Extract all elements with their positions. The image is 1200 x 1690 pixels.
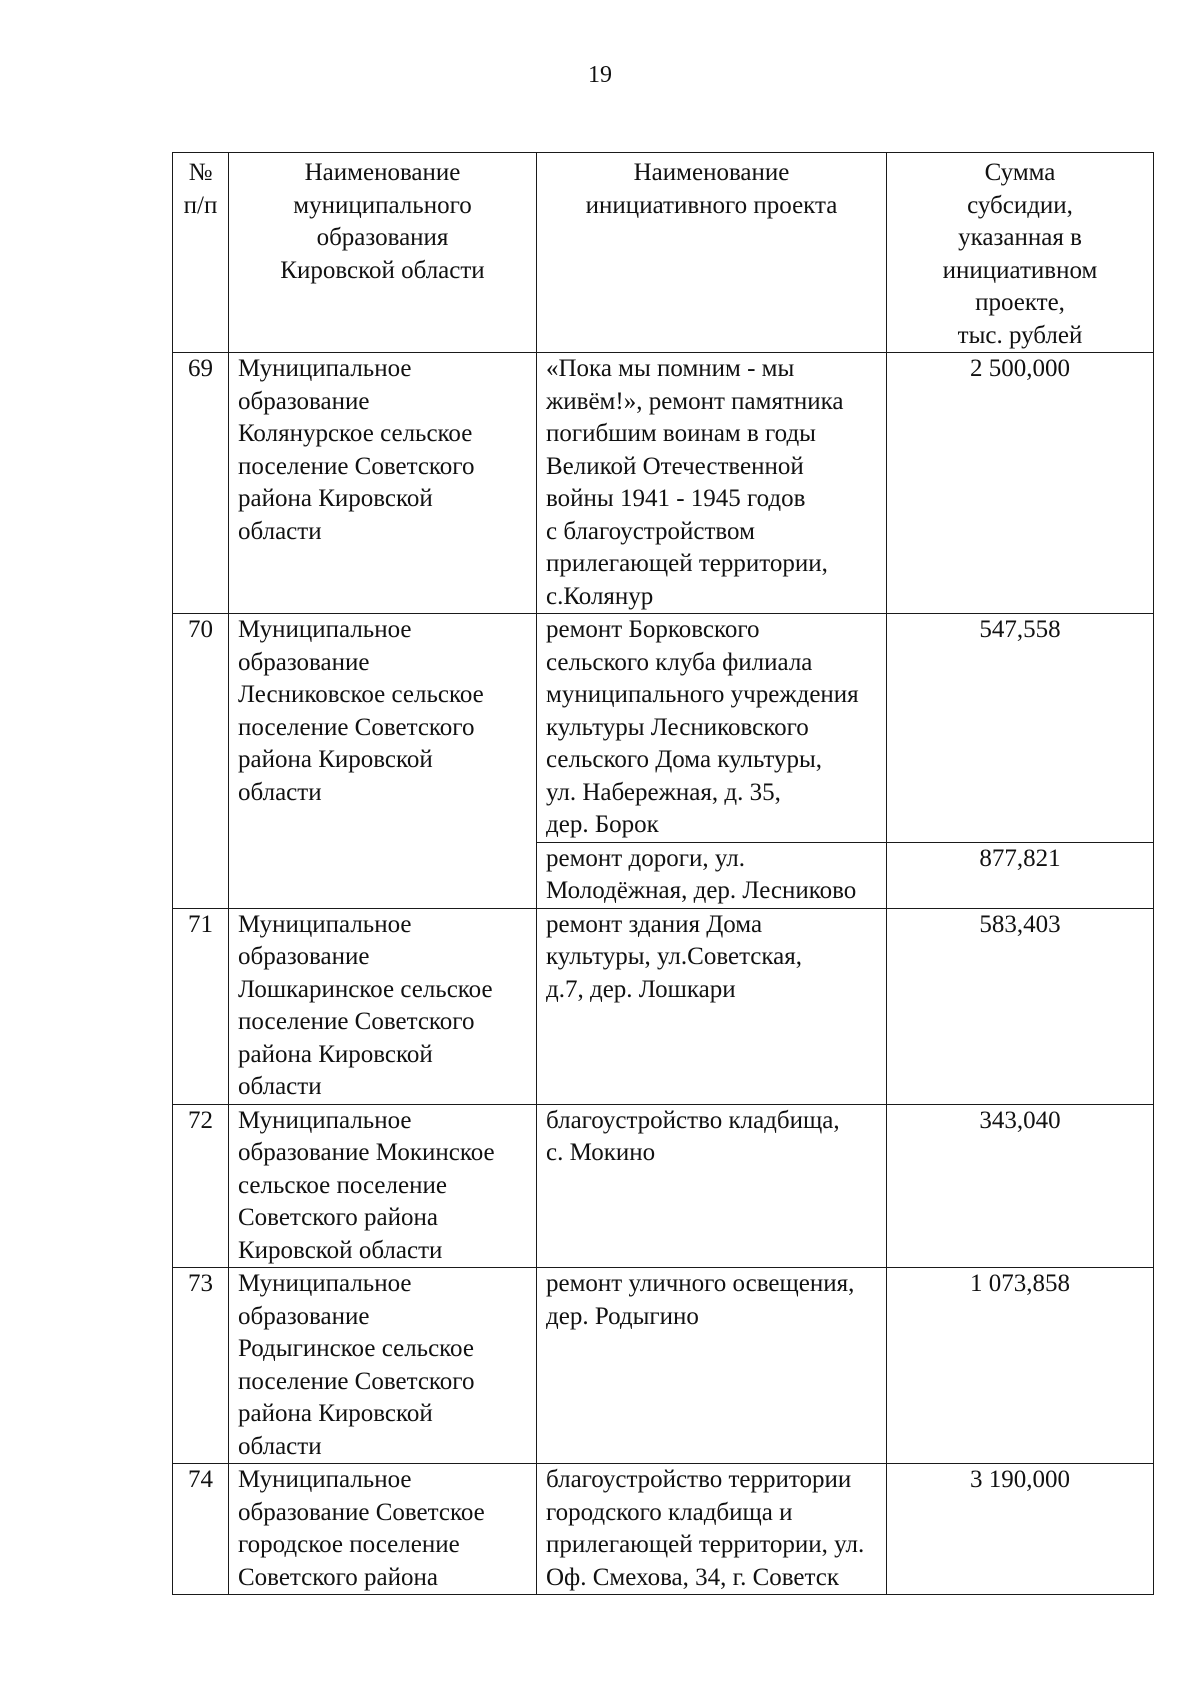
project-cell — [537, 1464, 887, 1595]
row-number-cell — [173, 1464, 229, 1595]
table-row — [173, 1464, 1154, 1595]
header-municipality — [229, 153, 537, 353]
municipality-cell — [229, 908, 537, 1104]
subsidy-sum: 2 500,000 — [970, 355, 1070, 382]
page-number: 19 — [588, 62, 612, 88]
row-number: 72 — [188, 1106, 213, 1134]
project-name: благоустройство территории городского кладбища и прилегающей территории, ул. Оф. Смехова, 34, г. Советск — [546, 1466, 865, 1591]
municipality-name: Муниципальное образование Советское городское поселение Советского района — [238, 1466, 485, 1591]
municipality-name: Муниципальное образование Колянурское сельское поселение Советского района Кировской области — [238, 355, 475, 545]
municipality-cell — [229, 1268, 537, 1464]
subsidy-sum: 583,403 — [979, 910, 1061, 938]
row-number: 73 — [188, 1270, 213, 1297]
municipality-cell — [229, 614, 537, 909]
project-name: ремонт Борковского сельского клуба филиала муниципального учреждения культуры Лесниковского сельского Дома культуры, ул. Набережная, д. 35, дер. Борок — [546, 616, 859, 838]
subsidy-sum: 3 190,000 — [970, 1466, 1070, 1493]
project-name: ремонт дороги, ул. Молодёжная, дер. Лесниково — [546, 844, 857, 904]
subsidy-sum: 343,040 — [979, 1106, 1061, 1134]
municipality-name: Муниципальное образование Мокинское сельское поселение Советского района Кировской области — [238, 1106, 495, 1264]
row-number-cell — [173, 908, 229, 1104]
municipality-cell — [229, 353, 537, 614]
project-name: «Пока мы помним - мы живём!», ремонт памятника погибшим воинам в годы Великой Отечественной войны 1941 - 1945 годов с благоустройством прилегающей территории, с.Колянур — [546, 355, 844, 610]
header-number — [173, 153, 229, 353]
municipality-name: Муниципальное образование Лошкаринское сельское поселение Советского района Кировской области — [238, 910, 493, 1100]
header-sum-text: Сумма субсидии, указанная в инициативном проекте, тыс. рублей — [942, 159, 1098, 349]
header-project-text: Наименование инициативного проекта — [585, 159, 838, 219]
sum-cell — [887, 1268, 1154, 1464]
row-number: 74 — [188, 1466, 213, 1493]
row-number: 70 — [188, 616, 213, 643]
sum-cell — [887, 614, 1154, 843]
project-cell — [537, 842, 887, 908]
project-cell — [537, 1104, 887, 1268]
table-row — [173, 1268, 1154, 1464]
project-cell — [537, 908, 887, 1104]
table-row — [173, 1104, 1154, 1268]
municipality-name: Муниципальное образование Лесниковское сельское поселение Советского района Кировской области — [238, 616, 484, 806]
header-municipality-text: Наименование муниципального образования Кировской области — [280, 159, 485, 284]
sum-cell — [887, 353, 1154, 614]
project-name: ремонт здания Дома культуры, ул.Советская, д.7, дер. Лошкари — [546, 910, 803, 1003]
row-number: 71 — [188, 910, 213, 938]
header-project — [537, 153, 887, 353]
subsidy-sum: 1 073,858 — [970, 1270, 1070, 1297]
subsidy-table — [172, 152, 1154, 1595]
sum-cell — [887, 908, 1154, 1104]
row-number: 69 — [188, 355, 213, 382]
sum-cell — [887, 1464, 1154, 1595]
municipality-cell — [229, 1464, 537, 1595]
project-cell — [537, 614, 887, 843]
project-name: ремонт уличного освещения, дер. Родыгино — [546, 1270, 855, 1330]
row-number-cell — [173, 353, 229, 614]
project-name: благоустройство кладбища, с. Мокино — [546, 1106, 840, 1166]
row-number-cell — [173, 1104, 229, 1268]
municipality-cell — [229, 1104, 537, 1268]
subsidy-sum: 547,558 — [979, 616, 1061, 643]
table-row — [173, 614, 1154, 843]
header-number-text: № п/п — [183, 159, 218, 219]
subsidy-sum: 877,821 — [979, 844, 1061, 872]
municipality-name: Муниципальное образование Родыгинское сельское поселение Советского района Кировской области — [238, 1270, 475, 1460]
table-row — [173, 908, 1154, 1104]
project-cell — [537, 353, 887, 614]
sum-cell — [887, 842, 1154, 908]
sum-cell — [887, 1104, 1154, 1268]
project-cell — [537, 1268, 887, 1464]
table-header-row — [173, 153, 1154, 353]
row-number-cell — [173, 614, 229, 909]
row-number-cell — [173, 1268, 229, 1464]
table-row — [173, 353, 1154, 614]
header-sum — [887, 153, 1154, 353]
